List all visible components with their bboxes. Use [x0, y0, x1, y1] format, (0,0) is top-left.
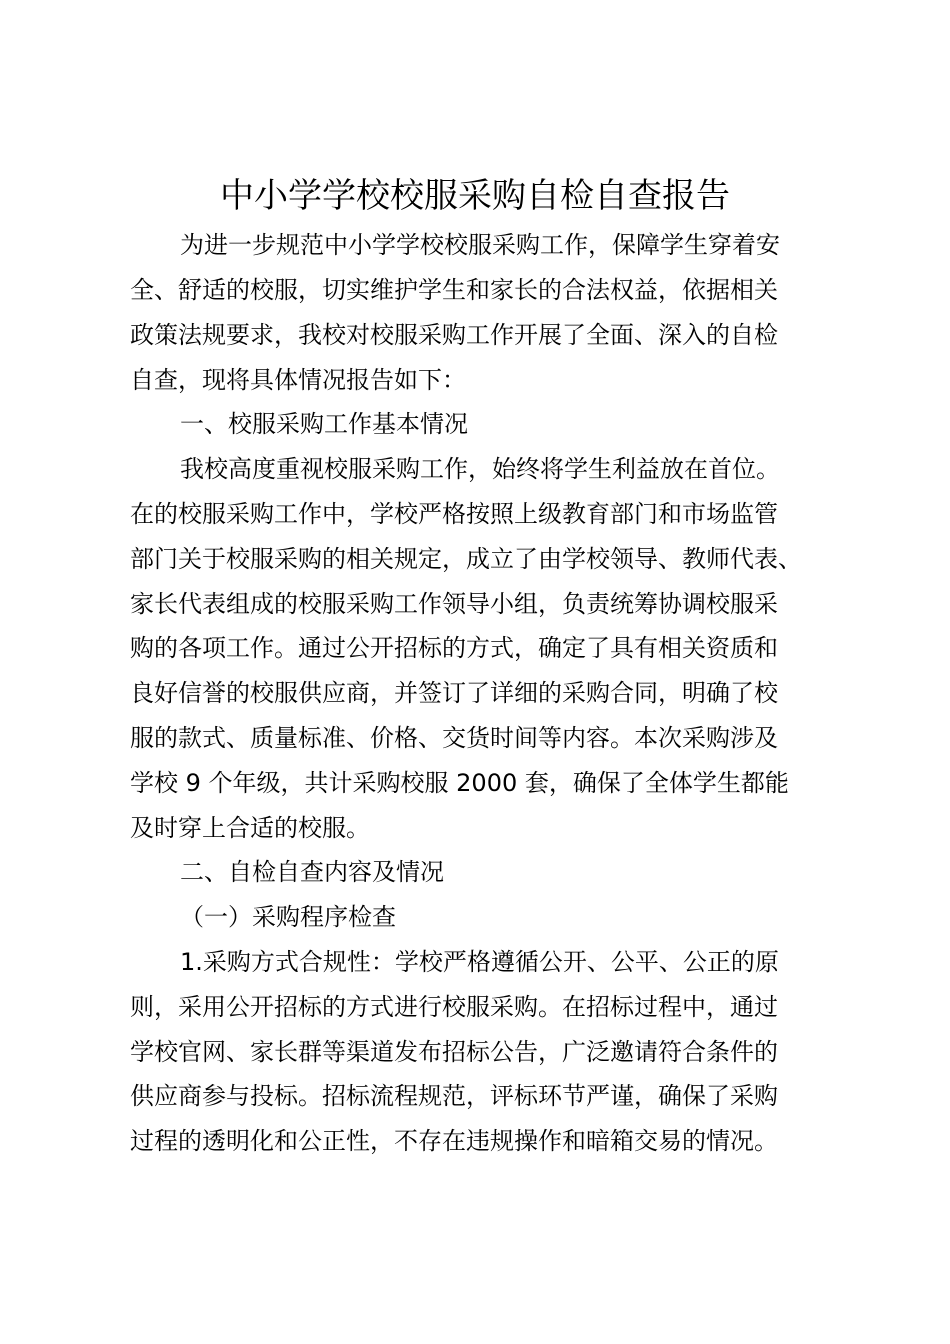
- paragraph-line: 过程的透明化和公正性，不存在违规操作和暗箱交易的情况。: [130, 1127, 778, 1155]
- paragraph-line: 供应商参与投标。招标流程规范，评标环节严谨，确保了采购: [130, 1082, 778, 1110]
- paragraph-line: 购的各项工作。通过公开招标的方式，确定了具有相关资质和: [130, 634, 778, 662]
- paragraph-line: 则，采用公开招标的方式进行校服采购。在招标过程中，通过: [130, 993, 778, 1021]
- paragraph-line: 学校 9 个年级，共计采购校服 2000 套，确保了全体学生都能: [130, 769, 789, 797]
- section-heading: 二、自检自查内容及情况: [180, 858, 444, 886]
- paragraph-line: 学校官网、家长群等渠道发布招标公告，广泛邀请符合条件的: [130, 1038, 778, 1066]
- document-title: 中小学学校校服采购自检自查报告: [220, 176, 730, 216]
- paragraph-line: 及时穿上合适的校服。: [130, 814, 370, 842]
- paragraph-line: 服的款式、质量标准、价格、交货时间等内容。本次采购涉及: [130, 724, 778, 752]
- paragraph-line: 良好信誉的校服供应商，并签订了详细的采购合同，明确了校: [130, 679, 778, 707]
- subsection-heading: （一）采购程序检查: [180, 903, 396, 931]
- paragraph-line: 在的校服采购工作中，学校严格按照上级教育部门和市场监管: [130, 500, 778, 528]
- paragraph-line: 自查，现将具体情况报告如下：: [130, 366, 466, 394]
- paragraph-line: 家长代表组成的校服采购工作领导小组，负责统筹协调校服采: [130, 590, 778, 618]
- paragraph-line: 政策法规要求，我校对校服采购工作开展了全面、深入的自检: [130, 321, 778, 349]
- paragraph-line: 为进一步规范中小学学校校服采购工作，保障学生穿着安: [180, 231, 780, 259]
- paragraph-line: 我校高度重视校服采购工作，始终将学生利益放在首位。: [180, 455, 780, 483]
- paragraph-line: 全、舒适的校服，切实维护学生和家长的合法权益，依据相关: [130, 276, 778, 304]
- paragraph-line: 部门关于校服采购的相关规定，成立了由学校领导、教师代表、: [130, 545, 802, 573]
- section-heading: 一、校服采购工作基本情况: [180, 410, 468, 438]
- paragraph-line: 1.采购方式合规性：学校严格遵循公开、公平、公正的原: [180, 948, 779, 976]
